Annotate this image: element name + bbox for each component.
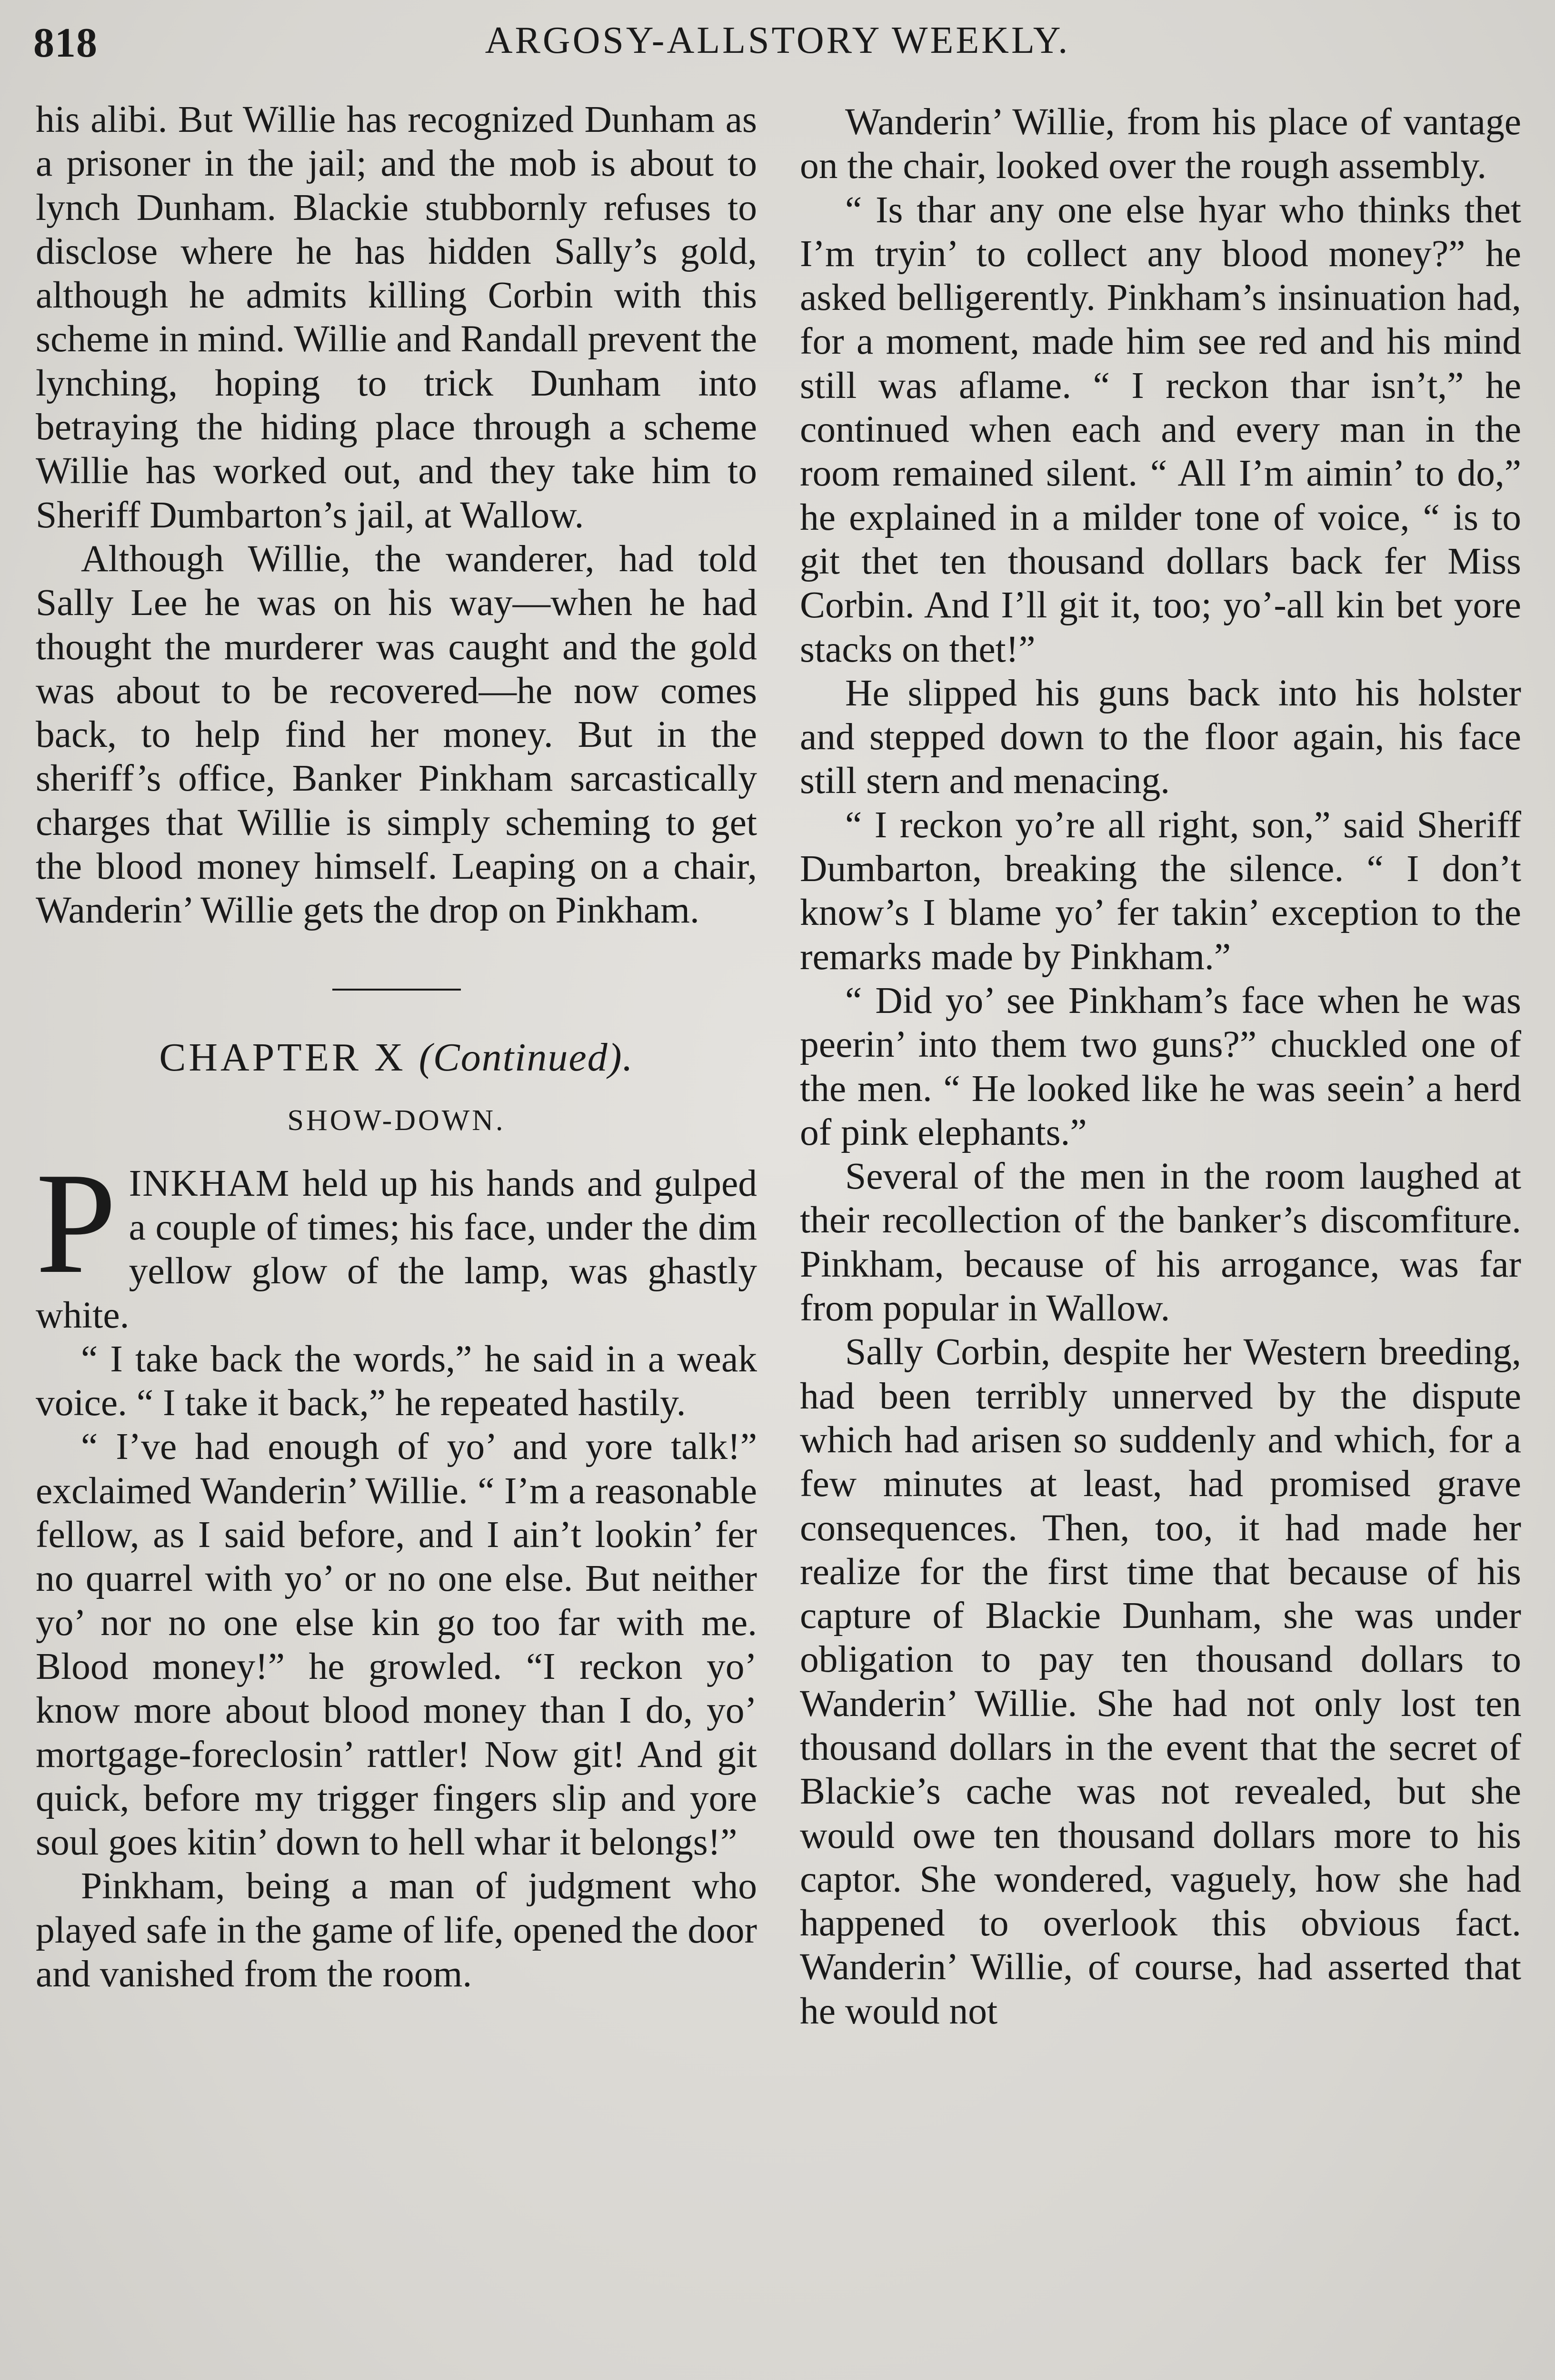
story-paragraph: Several of the men in the room laughed at their recollection of the banker’s discomfiture. Pinkham, because of his arrogance, was far from popular in Wallow. — [800, 1155, 1521, 1329]
opening-text: held up his hands and gulped a couple of times; his face, under the dim yellow glow of the lamp, was ghastly white. — [36, 1162, 757, 1336]
story-paragraph: “ I take back the words,” he said in a weak voice. “ I take it back,” he repeated hastily. — [36, 1338, 757, 1424]
story-paragraph: “ I’ve had enough of yo’ and yore talk!” exclaimed Wanderin’ Willie. “ I’m a reasonable fellow, as I said before, and I ain’t lookin’ fer no quarrel with yo’ or no one else. But neither yo’ nor no one else kin go too far with me. Blood money!” he growled. “I reckon yo’ know more about blood money than I do, yo’ mortgage-foreclosin’ rattler! Now git! And git quick, before my trigger fingers slip and yore soul goes kitin’ down to hell whar it belongs!” — [36, 1426, 757, 1864]
story-opening-paragraph — [36, 1142, 757, 1337]
chapter-number: CHAPTER X — [159, 1035, 406, 1080]
chapter-continued: (Continued). — [419, 1035, 634, 1080]
synopsis-paragraph: Although Willie, the wanderer, had told Sally Lee he was on his way—when he had thought the murderer was caught and the gold was about to be recovered—he now comes back, to help find her money. But in the sheriff’s office, Banker Pinkham sarcastically charges that Willie is simply scheming to get the blood money himself. Leaping on a chair, Wanderin’ Willie gets the drop on Pinkham. — [36, 537, 757, 932]
right-column — [800, 100, 1521, 2033]
chapter-subtitle: SHOW-DOWN. — [287, 1104, 506, 1137]
left-column — [36, 98, 757, 1996]
story-paragraph: He slipped his guns back into his holster and stepped down to the floor again, his face still stern and menacing. — [800, 672, 1521, 802]
story-paragraph: Wanderin’ Willie, from his place of vantage on the chair, looked over the rough assembly. — [800, 101, 1521, 187]
opening-words: INKHAM — [129, 1162, 290, 1204]
page-header — [33, 14, 1522, 67]
running-head: ARGOSY-ALLSTORY WEEKLY. — [485, 20, 1070, 61]
drop-cap: P — [36, 1142, 117, 1303]
story-paragraph: Pinkham, being a man of judgment who played safe in the game of life, opened the door and vanished from the room. — [36, 1865, 757, 1995]
story-paragraph: “ Did yo’ see Pinkham’s face when he was peerin’ into them two guns?” chuckled one of the men. “ He looked like he was seein’ a herd of pink elephants.” — [800, 979, 1521, 1153]
chapter-heading — [36, 1036, 757, 1080]
story-paragraph: “ Is thar any one else hyar who thinks thet I’m tryin’ to collect any blood money?” he asked belligerently. Pinkham’s insinuation had, for a moment, made him see red and his mind still was aflame. “ I reckon thar isn’t,” he continued when each and every man in the room remained silent. “ All I’m aimin’ to do,” he explained in a milder tone of voice, “ is to git thet ten thousand dollars back fer Miss Corbin. And I’ll git it, too; yo’-all kin bet yore stacks on thet!” — [800, 188, 1521, 670]
story-paragraph: “ I reckon yo’re all right, son,” said Sheriff Dumbarton, breaking the silence. “ I don’t know’s I blame yo’ fer takin’ exception to the remarks made by Pinkham.” — [800, 803, 1521, 978]
synopsis-paragraph: his alibi. But Willie has recognized Dunham as a prisoner in the jail; and the mob is about to lynch Dunham. Blackie stubbornly refuses to disclose where he has hidden Sally’s gold, although he admits killing Corbin with this scheme in mind. Willie and Randall prevent the lynching, hoping to trick Dunham into betraying the hiding place through a scheme Willie has worked out, and they take him to Sheriff Dumbarton’s jail, at Wallow. — [36, 99, 757, 536]
section-divider — [332, 989, 461, 991]
page-number: 818 — [33, 20, 98, 66]
story-paragraph: Sally Corbin, despite her Western breeding, had been terribly unnerved by the dispute which had arisen so suddenly and which, for a few minutes at least, had promised grave consequences. Then, too, it had made her realize for the first time that because of his capture of Blackie Dunham, she was under obligation to pay ten thousand dollars to Wanderin’ Willie. She had not only lost ten thousand dollars in the event that the secret of Blackie’s cache was not revealed, but she would owe ten thousand dollars more to his captor. She wondered, vaguely, how she had happened to overlook this obvious fact. Wanderin’ Willie, of course, had asserted that he would not — [800, 1331, 1521, 2032]
